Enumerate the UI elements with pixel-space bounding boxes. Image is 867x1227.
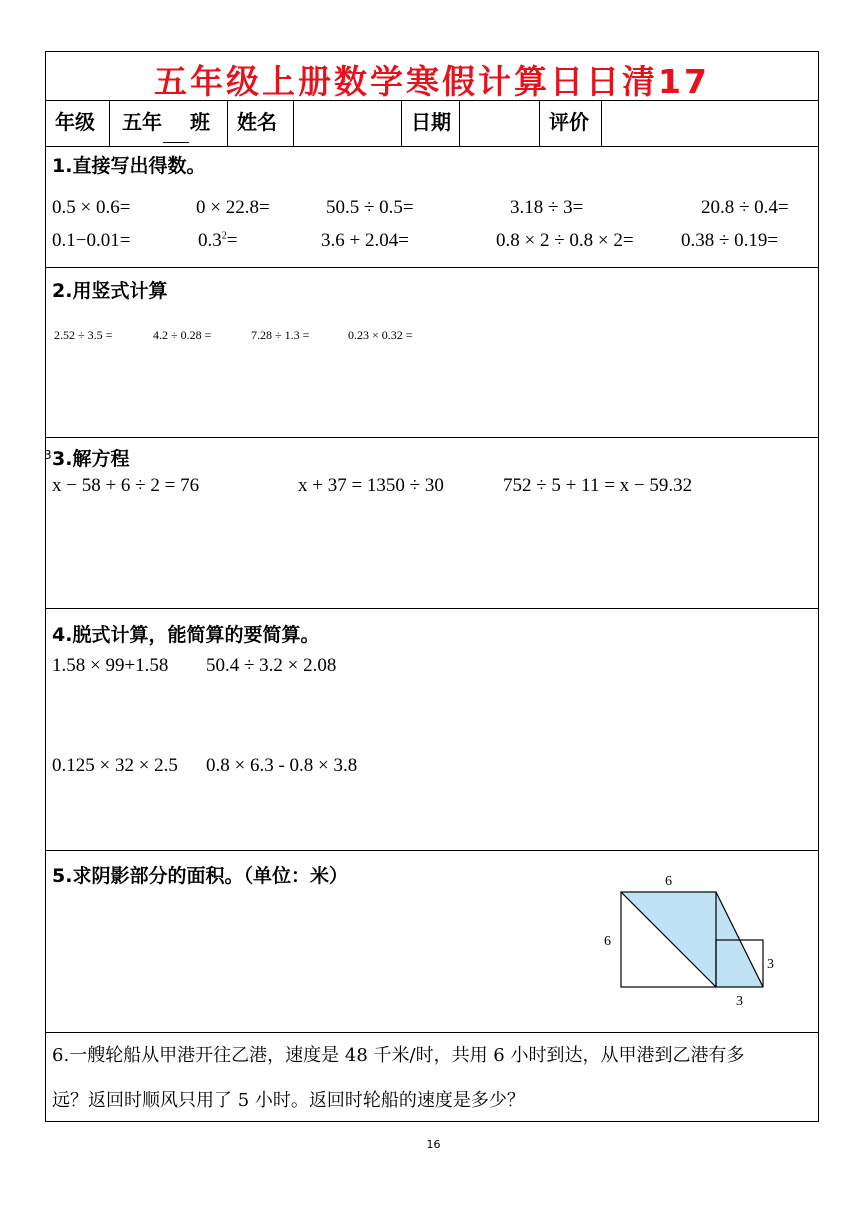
grade-label: 年级	[55, 110, 95, 134]
section-4	[46, 609, 818, 851]
eval-field[interactable]	[602, 101, 818, 146]
eval-label-cell	[540, 101, 602, 146]
label-bottom: 3	[736, 994, 743, 1009]
shaded-area-figure	[591, 863, 786, 1013]
s1-item-1: 0.5 × 0.6=	[52, 197, 131, 218]
section-5	[46, 851, 818, 1033]
s2-item-2: 4.2 ÷ 0.28 =	[153, 328, 212, 342]
class-cell[interactable]	[110, 101, 228, 146]
s1-item-5: 20.8 ÷ 0.4=	[701, 197, 789, 218]
s6-line-2: 远？返回时顺风只用了 5 小时。返回时轮船的速度是多少？	[52, 1090, 525, 1111]
section-6	[46, 1033, 818, 1121]
label-left: 6	[604, 934, 611, 949]
s1-item-7-base: 0.3	[198, 230, 222, 251]
s4-item-3: 0.125 × 32 × 2.5	[52, 755, 178, 776]
section-5-title: 5.求阴影部分的面积。（单位：米）	[52, 865, 348, 887]
label-top: 6	[665, 874, 672, 889]
s2-item-4: 0.23 × 0.32 =	[348, 328, 413, 342]
section-2-title: 2.用竖式计算	[52, 280, 168, 302]
s3-item-3: 752 ÷ 5 + 11 = x − 59.32	[503, 475, 693, 496]
label-right: 3	[767, 957, 774, 972]
s1-item-8: 3.6 + 2.04=	[321, 230, 409, 251]
s1-item-9: 0.8 × 2 ÷ 0.8 × 2=	[496, 230, 634, 251]
class-suffix: 班	[190, 110, 210, 134]
s4-item-2: 50.4 ÷ 3.2 × 2.08	[206, 655, 337, 676]
date-label: 日期	[411, 110, 451, 134]
eval-label: 评价	[549, 110, 589, 134]
date-label-cell	[402, 101, 460, 146]
date-field[interactable]	[460, 101, 540, 146]
grade-label-cell	[46, 101, 110, 146]
section-1	[46, 147, 818, 268]
section-3-title: 3.解方程	[52, 448, 130, 470]
s1-item-6: 0.1−0.01=	[52, 230, 131, 251]
s2-item-3: 7.28 ÷ 1.3 =	[251, 328, 310, 342]
title-row	[46, 52, 818, 101]
class-blank[interactable]	[163, 120, 189, 143]
section-4-title: 4.脱式计算，能简算的要简算。	[52, 624, 320, 646]
worksheet	[45, 51, 819, 1122]
s6-line-1: 6.一艘轮船从甲港开往乙港，速度是 48 千米/时，共用 6 小时到达，从甲港到乙港有多	[52, 1045, 745, 1066]
s1-item-7-eq: =	[226, 230, 238, 251]
s1-item-7	[198, 230, 237, 252]
name-label-cell	[228, 101, 294, 146]
class-prefix: 五年	[122, 110, 162, 134]
section-1-title: 1.直接写出得数。	[52, 155, 206, 177]
s1-item-3: 50.5 ÷ 0.5=	[326, 197, 414, 218]
name-field[interactable]	[294, 101, 402, 146]
s3-item-1: x − 58 + 6 ÷ 2 = 76	[52, 475, 200, 496]
s1-item-4: 3.18 ÷ 3=	[510, 197, 584, 218]
s1-item-10: 0.38 ÷ 0.19=	[681, 230, 779, 251]
section-2	[46, 268, 818, 438]
s2-item-1: 2.52 ÷ 3.5 =	[54, 328, 113, 342]
s4-item-1: 1.58 × 99+1.58	[52, 655, 169, 676]
section-3	[46, 438, 818, 609]
s4-item-4: 0.8 × 6.3 - 0.8 × 3.8	[206, 755, 358, 776]
s3-item-2: x + 37 = 1350 ÷ 30	[298, 475, 444, 496]
page-title: 五年级上册数学寒假计算日日清17	[154, 62, 710, 101]
page-number: 16	[426, 1138, 441, 1151]
info-row	[46, 101, 818, 147]
name-label: 姓名	[237, 110, 277, 134]
s1-item-7-exp: 2	[221, 230, 227, 242]
edge-mark: 3	[44, 448, 52, 462]
s1-item-2: 0 × 22.8=	[196, 197, 270, 218]
